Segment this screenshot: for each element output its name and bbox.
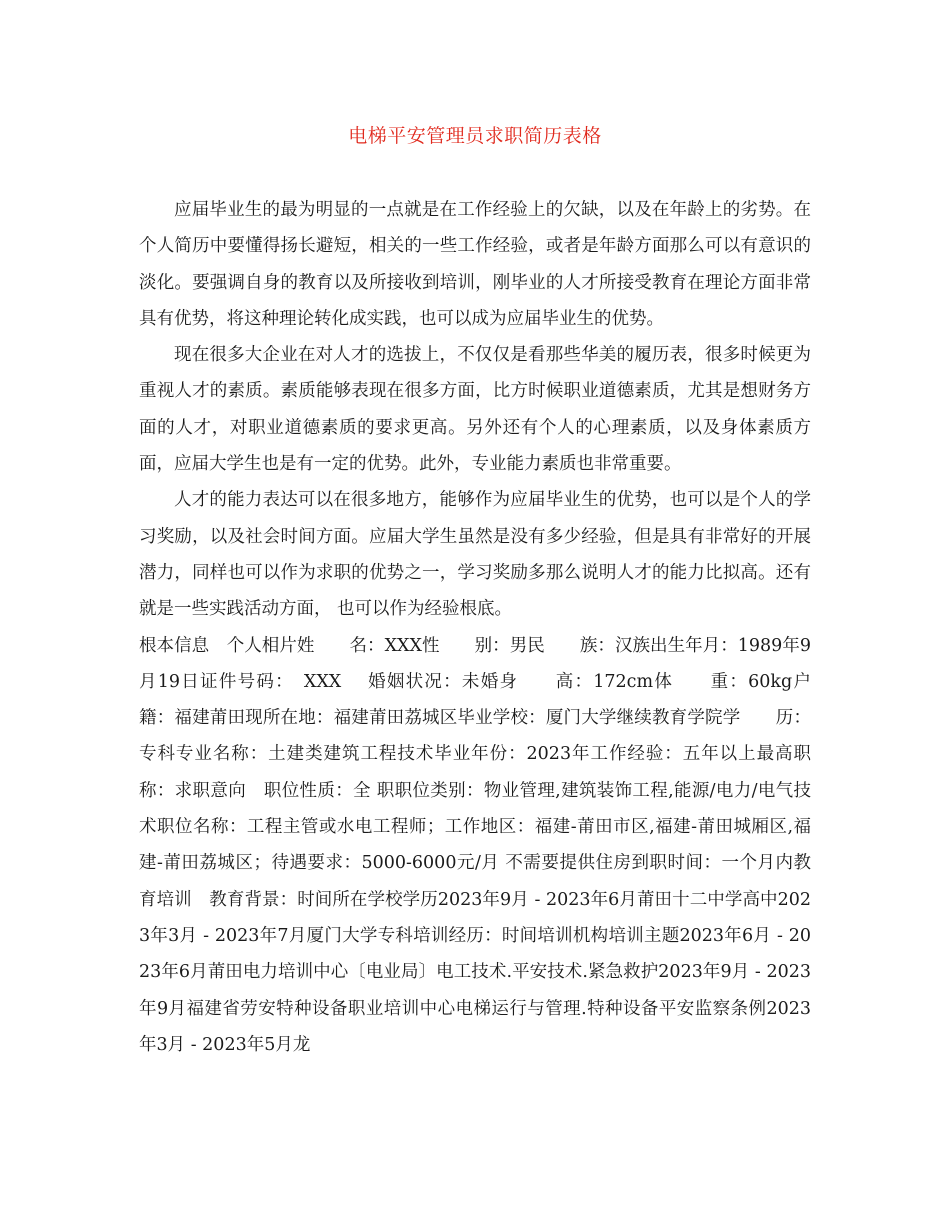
document-title: 电梯平安管理员求职简历表格: [348, 125, 602, 147]
document-body: [139, 192, 846, 1063]
resume-info-block: 根本信息 个人相片姓 名：XXX性 别：男民 族：汉族出生年月：1989年9月19日证件号码： XXX 婚姻状况：未婚身 高：172cm体 重：60kg户 籍：福建莆田现所在地：福建莆田荔城区毕业学校：厦门大学继续教育学院学 历：专科专业名称：土建类建筑工程技术毕业年份：2023年工作经验：五年以上最高职称：求职意向 职位性质：全 职职位类别：物业管理,建筑装饰工程,能源/电力/电气技术职位名称：工程主管或水电工程师；工作地区：福建-莆田市区,福建-莆田城厢区,福建-莆田荔城区；待遇要求：5000-6000元/月 不需要提供住房到职时间：一个月内教育培训 教育背景：时间所在学校学历2023年9月 - 2023年6月莆田十二中学高中2023年3月 - 2023年7月厦门大学专科培训经历：时间培训机构培训主题2023年6月 - 2023年6月莆田电力培训中心〔电业局〕电工技术.平安技术.紧急救护2023年9月 - 2023年9月福建省劳安特种设备职业培训中心电梯运行与管理.特种设备平安监察条例2023年3月 - 2023年5月龙: [139, 635, 846, 1055]
paragraph-advantages: 应届毕业生的最为明显的一点就是在工作经验上的欠缺，以及在年龄上的劣势。在个人简历中要懂得扬长避短，相关的一些工作经验，或者是年龄方面那么可以有意识的淡化。要强调自身的教育以及所接收到培训，刚毕业的人才所接受教育在理论方面非常具有优势，将这种理论转化成实践，也可以成为应届毕业生的优势。: [139, 200, 811, 329]
paragraph-ability: 人才的能力表达可以在很多地方，能够作为应届毕业生的优势，也可以是个人的学习奖励，以及社会时间方面。应届大学生虽然是没有多少经验，但是具有非常好的开展潜力，同样也可以作为求职的优势之一，学习奖励多那么说明人才的能力比拟高。还有就是一些实践活动方面， 也可以作为经验根底。: [139, 490, 811, 620]
paragraph-quality: 现在很多大企业在对人才的选拔上，不仅仅是看那些华美的履历表，很多时候更为重视人才的素质。素质能够表现在很多方面，比方时候职业道德素质，尤其是想财务方面的人才，对职业道德素质的要求更高。另外还有个人的心理素质，以及身体素质方面，应届大学生也是有一定的优势。此外，专业能力素质也非常重要。: [139, 345, 811, 475]
